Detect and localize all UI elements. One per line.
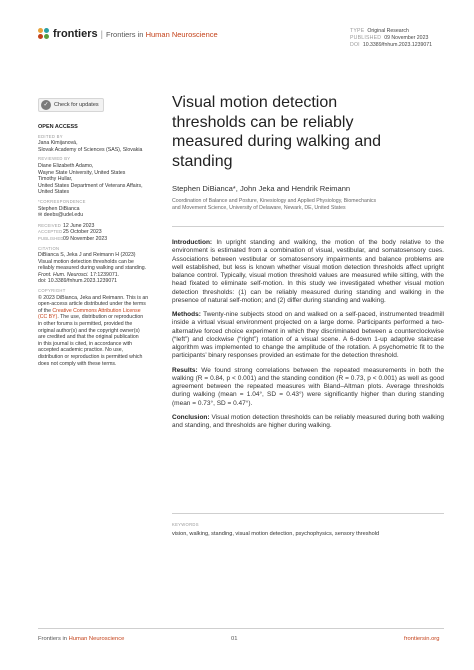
reviewer-line: Wayne State University, United States [38,169,126,176]
copyright-line: © 2023 DiBianca, Jeka and Reimann. This is an [38,294,149,301]
edited-by-heading: EDITED BY [38,133,63,139]
type-value: Original Research [367,28,409,34]
abstract [172,239,444,436]
copyright-text: . The use, distribution or reproduction [57,314,144,321]
footer-divider [38,628,444,629]
accepted-key: ACCEPTED [38,229,63,235]
cc-license-link[interactable]: Creative Commons Attribution License [52,307,141,314]
copyright-heading: COPYRIGHT [38,288,66,294]
open-access-label: OPEN ACCESS [38,124,78,130]
copyright-line: original author(s) and the copyright owner(s) [38,327,140,334]
results-text: We found strong correlations between the repeated measurements in both the walking (R = 0.84, p < 0.001) and the standing condition (R = 0.73, p < 0.001) as well as good agreement between the repeated measures with Bland–Altman plots. Average thresholds during walking (mean = 1.04°, SD = 0.43°) were significantly higher than during standing (mean = 0.73°, SD = 0.47°). [172,366,444,407]
citation-line: reliably measured during walking and standing. [38,265,147,272]
reviewer-line: United States Department of Veterans Affairs, [38,182,143,189]
published-key: PUBLISHED [350,35,382,41]
journal-title: Human Neuroscience [145,29,218,39]
copyright-line: in other forums is permitted, provided the [38,321,133,328]
sidebar-info [38,124,163,367]
methods-heading: Methods: [172,311,201,318]
doi-key: DOI [350,42,360,48]
journal-prefix: Frontiers in [105,29,144,39]
affiliation-line: Coordination of Balance and Posture, Kinesiology and Applied Physiology, Biomechanics [172,198,377,204]
title-line: measured during walking and [172,133,382,150]
received-value: 12 June 2023 [63,222,95,229]
published-value: 09 November 2023 [384,35,429,41]
copyright-line: are credited and that the original publication [38,334,139,341]
citation-journal: Front. Hum. Neurosci. [38,271,89,278]
conclusion-text: Visual motion detection thresholds can be reliably measured during both walking and standing, and thresholds are higher during walking. [172,413,444,429]
copyright-line: distribution or reproduction is permitted which [38,354,143,360]
copyright-line [38,314,163,321]
abstract-bottom-divider [172,513,444,514]
footer-journal[interactable] [38,636,124,642]
title-line: Visual motion detection [172,94,338,111]
abstract-methods [172,311,444,361]
article-title [172,93,442,171]
copyright-line: does not comply with these terms. [38,360,117,367]
check-updates-icon: ✓ [41,100,51,110]
frontiers-logo[interactable] [38,28,218,40]
citation-heading: CITATION [38,245,60,251]
abstract-results [172,367,444,408]
footer-journal-prefix: Frontiers in [38,636,67,642]
reviewer-line: Timothy Hullar, [38,176,73,183]
editor-affiliation: Slovak Academy of Sciences (SAS), Slovakia [38,146,143,153]
citation-volume: 17:1239071. [88,271,120,278]
keywords-heading: KEYWORDS [172,522,199,527]
citation-line: Visual motion detection thresholds can be [38,258,134,265]
copyright-line: in this journal is cited, in accordance with [38,340,132,347]
reviewer-line: United States [38,189,70,196]
copyright-line [38,308,163,315]
citation-doi[interactable]: doi: 10.3389/fnhum.2023.1239071 [38,278,118,285]
page-number: 01 [231,636,238,642]
footer-site-link[interactable]: frontiersin.org [404,636,440,642]
correspondence-name: Stephen DiBianca [38,205,80,212]
correspondence-email[interactable]: ✉ deebs@udel.edu [38,212,84,219]
received-key: RECEIVED [38,222,62,228]
abstract-conclusion [172,414,444,431]
check-for-updates-button[interactable] [38,98,104,112]
abstract-introduction [172,239,444,305]
doi-value[interactable]: 10.3389/fnhum.2023.1239071 [362,42,433,48]
article-authors: Stephen DiBianca*, John Jeka and Hendrik Reimann [172,184,351,193]
article-meta [350,28,432,49]
copyright-line: open-access article distributed under the terms [38,301,146,308]
check-updates-label: Check for updates [54,102,99,108]
introduction-heading: Introduction: [172,239,213,246]
methods-text: Twenty-nine subjects stood on and walked on a self-paced, instrumented treadmill inside a virtual visual environment projected on a large dome. Participants performed a two-alternative forced choice experiment in which they discriminated between a counterclockwise (“left”) and clockwise (“right”) rotation of a visual scene. A 6-down 1-up adaptive staircase algorithm was implemented to change the amplitude of the rotation. A psychometric fit to the participants’ binary responses provided an estimate for the detection threshold. [172,311,444,360]
correspondence-heading: *CORRESPONDENCE [38,198,86,204]
dates-block [38,223,163,243]
header-separator: | [100,29,103,39]
brand-name: frontiers [53,28,98,40]
published-key: PUBLISHED [38,235,64,241]
reviewer-line: Diane Elizabeth Adamo, [38,162,94,169]
type-key: TYPE [350,28,365,34]
title-line: standing [172,152,233,170]
author-affiliation [172,198,444,211]
footer-journal-name: Human Neuroscience [67,636,125,642]
results-heading: Results: [172,366,198,374]
affiliation-line: and Movement Science, University of Delaware, Newark, DE, United States [172,204,346,211]
introduction-text: In upright standing and walking, the motion of the body relative to the environment is estimated from a combination of visual, vestibular, and somatosensory cues. Associations between vestibular or somatosensory impairments and balance problems are well established, but less is known whether visual motion detection thresholds affect upright balance control. Typically, visual motion threshold values are measured while sitting, with the head fixated to eliminate self-motion. In this study we investigated whether visual motion detection thresholds: (1) can be reliably measured during standing and walking in the presence of natural self-motion; and (2) differ during standing and walking. [172,239,444,304]
citation-line: DiBianca S, Jeka J and Reimann H (2023) [38,252,136,259]
editor-name: Jana Kimijanová, [38,140,78,147]
reviewed-by-heading: REVIEWED BY [38,156,71,162]
cc-by-link[interactable]: (CC BY) [38,314,58,321]
accepted-value: 25 October 2023 [63,229,102,236]
journal-name[interactable] [106,30,218,39]
abstract-top-divider [172,226,444,227]
keywords-list: vision, walking, standing, visual motion detection, psychophysics, sensory threshold [172,531,380,537]
conclusion-heading: Conclusion: [172,413,210,421]
published-value: 09 November 2023 [63,235,108,242]
citation-line [38,272,163,279]
copyright-line: accepted academic practice. No use, [38,347,124,354]
title-line: thresholds can be reliably [172,113,354,131]
copyright-text: of the [38,307,53,314]
frontiers-logo-icon [38,28,50,40]
